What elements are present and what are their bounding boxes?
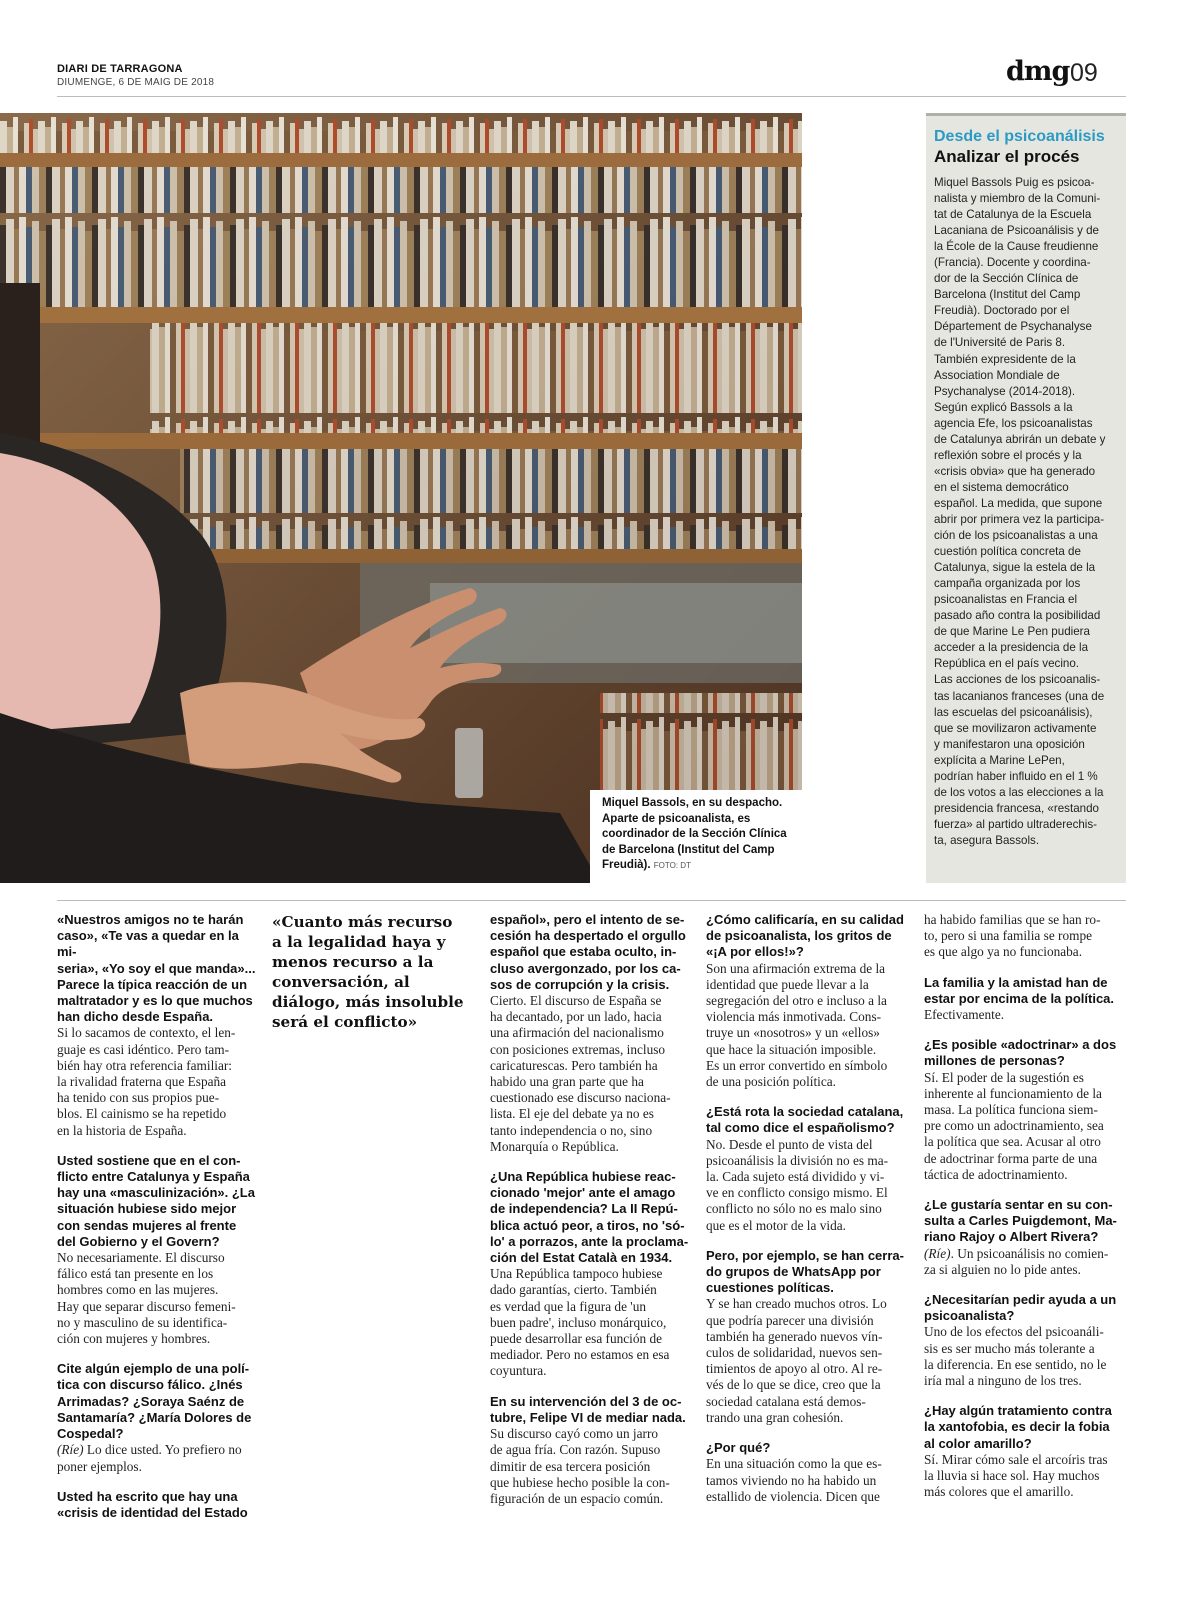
text-column-2 — [272, 912, 473, 1032]
question: La familia y la amistad han de estar por encima de la política. — [924, 974, 1115, 1006]
question: Pero, por ejemplo, se han cerra- do grupos de WhatsApp por cuestiones políticas. — [706, 1247, 904, 1296]
answer-text: Lo dice usted. Yo prefiero no poner ejemplos. — [57, 1442, 242, 1474]
answer: Sí. Mirar cómo sale el arcoíris tras la lluvia si hace sol. Hay muchos más colores que el amarillo. — [924, 1451, 1108, 1500]
answer: En una situación como la que es- tamos viviendo no ha habido un estallido de violencia. Dicen que — [706, 1456, 882, 1504]
answer: ha habido familias que se han ro- to, pero si una familia se rompe es que algo ya no funcionaba. — [924, 912, 1101, 960]
answer: Su discurso cayó como un jarro de agua fría. Con razón. Supuso dimitir de esa tercera posición que hubiese hecho posible la con- figuración de un espacio común. — [490, 1426, 670, 1506]
answer: Uno de los efectos del psicoanáli- sis es ser mucho más tolerante a la diferencia. En ese sentido, no le iría mal a ninguno de los tres. — [924, 1324, 1107, 1389]
question: Cite algún ejemplo de una polí- tica con discurso fálico. ¿Inés Arrimadas? ¿Soraya Saénz de Santamaría? ¿María Dolores de Cospedal? — [57, 1361, 252, 1442]
bio-sidebar — [926, 113, 1126, 883]
answer: Cierto. El discurso de España se ha decantado, por un lado, hacia una afirmación del nacionalismo con posiciones extremas, incluso caricaturescas. Pero también ha habido una gran parte que ha cuestionado ese discurso naciona- lista. El eje del debate ya no es tanto independencia o no, sino Monarquía o República. — [490, 993, 671, 1154]
question: ¿Es posible «adoctrinar» a dos millones de personas? — [924, 1037, 1117, 1069]
text-column-4 — [706, 912, 907, 1505]
text-column-1 — [57, 912, 258, 1521]
answer: Sí. El poder de la sugestión es inherente al funcionamiento de la masa. La política funciona siem- pre como un adoctrinamiento, sea la política que sea. Acusar al otro de adoctrinar forma parte de una táctica de adoctrinamiento. — [924, 1069, 1104, 1182]
question: Usted sostiene que en el con- flicto entre Catalunya y España hay una «masculinización». ¿La situación hubiese sido mejor con sendas mujeres al frente del Gobierno y el Govern? — [57, 1152, 255, 1249]
question: ¿Está rota la sociedad catalana, tal como dice el españolismo? — [706, 1104, 904, 1136]
page-number: 09 — [1070, 59, 1098, 87]
answer — [57, 1442, 258, 1474]
interview-photo — [0, 113, 802, 883]
question: español», pero el intento de se- cesión ha despertado el orgullo español que estaba oculto, in- cluso avergonzado, por los ca- sos de corrupción y la crisis. — [490, 912, 686, 992]
laugh-note: (Ríe) — [57, 1442, 84, 1458]
question: Usted ha escrito que hay una «crisis de identidad del Estado — [57, 1488, 248, 1520]
issue-date: DIUMENGE, 6 DE MAIG DE 2018 — [57, 77, 215, 88]
answer-text: . Un psicoanálisis no comien- za si alguien no lo pide antes. — [924, 1245, 1109, 1277]
answer: Son una afirmación extrema de la identidad que puede llevar a la segregación del otro e incluso a la violencia más inmotivada. Cons- truye un «nosotros» y un «ellos» que hace la situación imposible. Es un error convertido en símbolo de una posición política. — [706, 960, 888, 1090]
section-divider — [57, 900, 1126, 901]
answer: No. Desde el punto de vista del psicoanálisis la división no es ma- la. Cada sujeto está dividido y vi- ve en conflicto consigo mismo. El conflicto no sólo no es malo sino que es el motor de la vida. — [706, 1136, 889, 1233]
answer: Si lo sacamos de contexto, el len- guaje es casi idéntico. Pero tam- bién hay otra referencia familiar: la rivalidad fraterna que España ha tenido con sus propios pue- blos. El cainismo se ha repetido en la historia de España. — [57, 1025, 236, 1138]
question: ¿Por qué? — [706, 1440, 771, 1456]
laugh-note: (Ríe) — [924, 1245, 951, 1261]
answer — [924, 1246, 1125, 1278]
answer: Una República tampoco hubiese dado garantías, cierto. También es verdad que la figura de 'un buen padre', incluso monárquico, puede desarrollar esa función de mediador. Pero no estamos en esa coyuntura. — [490, 1266, 670, 1379]
sidebar-title: Analizar el procés — [934, 147, 1080, 166]
text-column-5 — [924, 912, 1125, 1501]
question: ¿Una República hubiese reac- cionado 'mejor' ante el amago de independencia? La II Repú- blica actuó peor, a tiros, no 'só- lo' a porrazos, ante la proclama- ción del Estat Català en 1934. — [490, 1169, 689, 1266]
sidebar-kicker: Desde el psicoanálisis — [934, 128, 1105, 145]
question: ¿Hay algún tratamiento contra la xantofobia, es decir la fobia al color amarillo? — [924, 1403, 1112, 1451]
question: En su intervención del 3 de oc- tubre, Felipe VI de mediar nada. — [490, 1393, 686, 1425]
question: «Nuestros amigos no te harán caso», «Te vas a quedar en la mi- seria», «Yo soy el que manda»... Parece la típica reacción de un maltratador y es lo que muchos han dicho desde España. — [57, 912, 256, 1025]
question: ¿Necesitarían pedir ayuda a un psicoanalista? — [924, 1292, 1117, 1324]
question: ¿Cómo calificaría, en su calidad de psicoanalista, los gritos de «¡A por ellos!»? — [706, 912, 904, 960]
question: ¿Le gustaría sentar en su con- sulta a Carles Puigdemont, Ma- riano Rajoy o Albert Rivera? — [924, 1197, 1117, 1245]
caption-text: Miquel Bassols, en su despacho. Aparte de psicoanalista, es coordinador de la Sección Clínica de Barcelona (Institut del Camp Freudià). — [602, 797, 787, 871]
answer: Efectivamente. — [924, 1007, 1005, 1023]
photo-caption — [590, 790, 802, 883]
answer: No necesariamente. El discurso fálico está tan presente en los hombres como en las mujeres. Hay que separar discurso femeni- no y masculino de su identifica- ción con mujeres y hombres. — [57, 1250, 236, 1347]
section-logo: dmg — [1006, 56, 1070, 87]
answer: Y se han creado muchos otros. Lo que podría parecer una división también ha generado nuevos vín- culos de solidaridad, nuevos sen- timientos de apoyo al otro. Al re- vés de lo que se dice, creo que la sociedad catalana está demos- trando una gran cohesión. — [706, 1296, 887, 1425]
text-column-3 — [490, 912, 691, 1507]
header-divider — [57, 96, 1126, 97]
photo-credit: FOTO: DT — [653, 861, 691, 870]
sidebar-body: Miquel Bassols Puig es psicoa- nalista y miembro de la Comuni- tat de Catalunya de la Escuela Lacaniana de Psicoanálisis y de la École de la Cause freudienne (Francia). Docente y coordina- dor de la Sección Clínica de Barcelona (Institut del Camp Freudià). Doctorado por el Département de Psychanalyse de l'Université de Paris 8. También expresidente de la Association Mondiale de Psychanalyse (2014-2018). Según explicó Bassols a la agencia Efe, los psicoanalistas de Catalunya abrirán un debate y reflexión sobre el procés y la «crisis obvia» que ha generado en el sistema democrático español. La medida, que supone abrir por primera vez la participa- ción de los psicoanalistas a una cuestión política concreta de Catalunya, sigue la estela de la campaña organizada por los psicoanalistas en Francia el pasado año contra la posibilidad de que Marine Le Pen pudiera acceder a la presidencia de la República en el país vecino. Las acciones de los psicoanalis- tas lacanianos franceses (una de las escuelas del psicoanálisis), que se movilizaron activamente y manifestaron una oposición explícita a Marine LePen, podrían haber influido en el 1 % de los votos a las elecciones a la presidencia francesa, «restando fuerza» al partido ultraderechis- ta, asegura Bassols. — [934, 176, 1106, 847]
newspaper-name: DIARI DE TARRAGONA — [57, 63, 183, 75]
pull-quote: «Cuanto más recurso a la legalidad haya y menos recurso a la conversación, al diálogo, más insoluble será el conflicto» — [272, 913, 464, 1031]
